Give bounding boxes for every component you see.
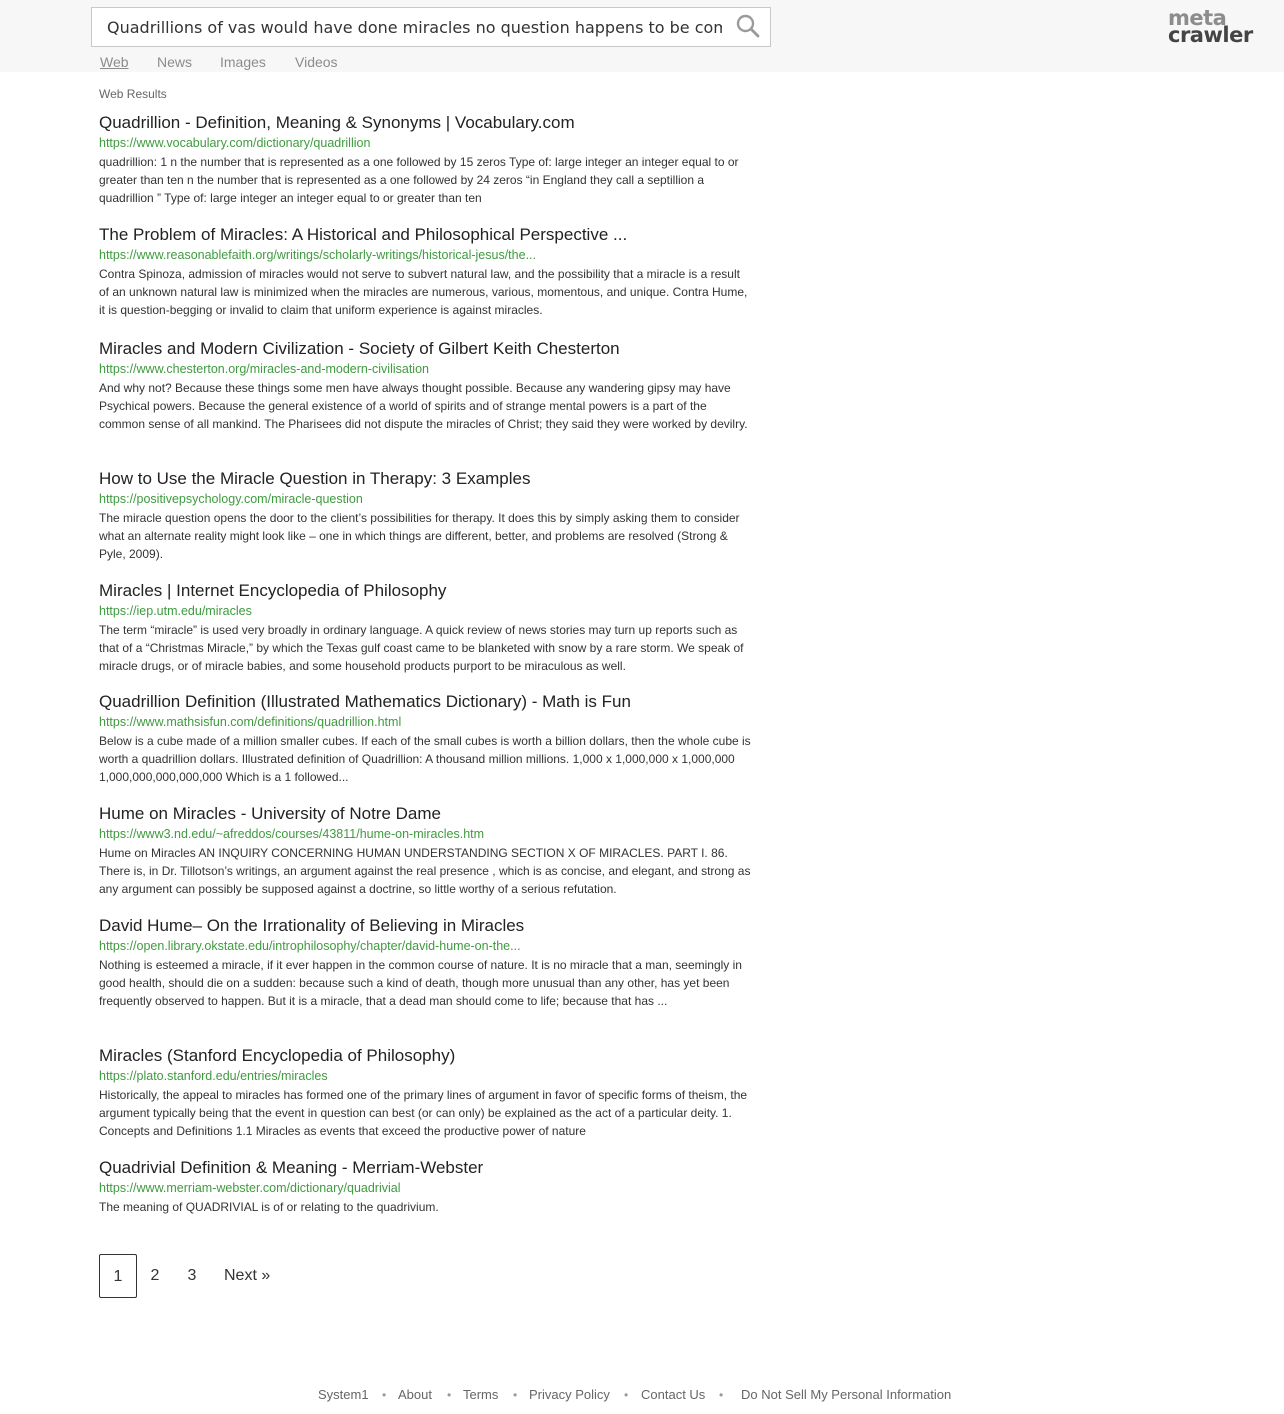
- result-snippet: Below is a cube made of a million smaller cubes. If each of the small cubes is worth a billion dollars, then the whole cube is worth a quadrillion dollars. Illustrated definition of Quadrillion: A thousand million millions. 1,000 x 1,000,000 x 1,000,000 1,000,000,000,000,000 Which is a 1 followed...: [99, 734, 751, 784]
- search-box: [91, 7, 771, 47]
- result-url-link[interactable]: https://www.chesterton.org/miracles-and-modern-civilisation: [99, 362, 429, 376]
- search-result: [99, 691, 754, 786]
- tab-web[interactable]: Web: [100, 54, 129, 70]
- result-snippet: And why not? Because these things some men have always thought possible. Because any wandering gipsy may have Psychical powers. Because the general existence of a world of spirits and of strange mental powers is a part of the common sense of all mankind. The Pharisees did not dispute the miracles of Christ; they said they were worked by devilry.: [99, 381, 748, 431]
- result-url-link[interactable]: https://www3.nd.edu/~afreddos/courses/43811/hume-on-miracles.htm: [99, 827, 485, 841]
- result-snippet: Hume on Miracles AN INQUIRY CONCERNING HUMAN UNDERSTANDING SECTION X OF MIRACLES. PART I. 86. There is, in Dr. Tillotson’s writings, an argument against the real presence , which is as concise, and elegant, and strong as any argument can possibly be supposed against a doctrine, so little worthy of a serious refutation.: [99, 846, 751, 896]
- result-snippet: The meaning of QUADRIVIAL is of or relating to the quadrivium.: [99, 1200, 439, 1214]
- result-snippet: The term “miracle” is used very broadly in ordinary language. A quick review of news stories may turn up reports such as that of a “Christmas Miracle,” by which the Texas gulf coast came to be blanketed with snow by a rare storm. We speak of miracle drugs, or of miracle babies, and some household products purport to be miraculous as well.: [99, 623, 744, 673]
- search-result: [99, 338, 754, 433]
- result-title-link[interactable]: Quadrillion Definition (Illustrated Mathematics Dictionary) - Math is Fun: [99, 692, 631, 711]
- search-result: [99, 1157, 754, 1216]
- footer-link-privacy-policy[interactable]: Privacy Policy: [529, 1387, 610, 1402]
- logo-line-1: meta: [1168, 6, 1227, 30]
- result-title-link[interactable]: Miracles | Internet Encyclopedia of Philosophy: [99, 581, 447, 600]
- footer-separator: •: [382, 1388, 387, 1402]
- result-title-link[interactable]: Hume on Miracles - University of Notre Dame: [99, 804, 441, 823]
- footer-link-system1[interactable]: System1: [318, 1387, 369, 1402]
- search-result: [99, 1045, 754, 1140]
- result-title-link[interactable]: How to Use the Miracle Question in Therapy: 3 Examples: [99, 469, 531, 488]
- footer: [0, 1386, 1284, 1404]
- result-url-link[interactable]: https://www.reasonablefaith.org/writings/scholarly-writings/historical-jesus/the...: [99, 248, 536, 262]
- search-icon: [735, 13, 761, 39]
- footer-separator: •: [719, 1388, 724, 1402]
- result-url-link[interactable]: https://www.mathsisfun.com/definitions/quadrillion.html: [99, 715, 402, 729]
- footer-separator: •: [624, 1388, 629, 1402]
- results-section-label: Web Results: [99, 87, 167, 101]
- metacrawler-logo[interactable]: [1168, 8, 1258, 48]
- search-result: [99, 803, 754, 898]
- result-title-link[interactable]: Quadrillion - Definition, Meaning & Synonyms | Vocabulary.com: [99, 113, 575, 132]
- result-snippet: quadrillion: 1 n the number that is represented as a one followed by 15 zeros Type of: large integer an integer equal to or greater than ten n the number that is represented as a one followed by 24 zeros “in England they call a septillion a quadrillion ” Type of: large integer an integer equal to or greater than ten: [99, 155, 739, 205]
- footer-separator: •: [447, 1388, 452, 1402]
- logo-line-2: crawler: [1168, 23, 1253, 47]
- result-title-link[interactable]: The Problem of Miracles: A Historical and Philosophical Perspective ...: [99, 225, 628, 244]
- next-page-link[interactable]: Next »: [224, 1267, 271, 1284]
- search-result: [99, 915, 754, 1010]
- footer-link-do-not-sell[interactable]: Do Not Sell My Personal Information: [741, 1387, 952, 1402]
- result-snippet: Nothing is esteemed a miracle, if it ever happen in the common course of nature. It is no miracle that a man, seemingly in good health, should die on a sudden: because such a kind of death, though more unusual than any other, has yet been frequently observed to happen. But it is a miracle, that a dead man should come to life; because that has ...: [99, 958, 742, 1008]
- result-snippet: Contra Spinoza, admission of miracles would not serve to subvert natural law, and the possibility that a miracle is a result of an unknown natural law is minimized when the miracles are numerous, various, momentous, and unique. Contra Hume, it is question-begging or invalid to claim that uniform experience is against miracles.: [99, 267, 748, 317]
- result-snippet: Historically, the appeal to miracles has formed one of the primary lines of argument in favor of specific forms of theism, the argument typically being that the event in question can best (or can only) be explained as the act of a particular deity. 1. Concepts and Definitions 1.1 Miracles as events that exceed the productive power of nature: [99, 1088, 748, 1138]
- result-title-link[interactable]: Quadrivial Definition & Meaning - Merriam-Webster: [99, 1158, 484, 1177]
- footer-separator: •: [513, 1388, 518, 1402]
- tab-videos[interactable]: Videos: [295, 54, 338, 70]
- search-input[interactable]: [92, 8, 722, 46]
- tab-news[interactable]: News: [157, 54, 193, 70]
- result-title-link[interactable]: Miracles and Modern Civilization - Society of Gilbert Keith Chesterton: [99, 339, 620, 358]
- tab-images[interactable]: Images: [220, 54, 266, 70]
- result-snippet: The miracle question opens the door to the client’s possibilities for therapy. It does this by simply asking them to consider what an alternate reality might look like – one in which things are different, better, and problems are resolved (Strong & Pyle, 2009).: [99, 511, 740, 561]
- page-3-link[interactable]: 3: [187, 1267, 197, 1284]
- footer-link-contact-us[interactable]: Contact Us: [641, 1387, 706, 1402]
- footer-link-terms[interactable]: Terms: [463, 1387, 499, 1402]
- search-button[interactable]: [732, 12, 764, 42]
- result-url-link[interactable]: https://positivepsychology.com/miracle-question: [99, 492, 363, 506]
- result-url-link[interactable]: https://www.vocabulary.com/dictionary/quadrillion: [99, 136, 371, 150]
- result-url-link[interactable]: https://www.merriam-webster.com/dictionary/quadrivial: [99, 1181, 401, 1195]
- result-url-link[interactable]: https://iep.utm.edu/miracles: [99, 604, 252, 618]
- page-1-current[interactable]: 1: [99, 1254, 137, 1298]
- page-2-link[interactable]: 2: [150, 1267, 160, 1284]
- footer-link-about[interactable]: About: [398, 1387, 432, 1402]
- result-url-link[interactable]: https://plato.stanford.edu/entries/miracles: [99, 1069, 328, 1083]
- search-result: [99, 224, 754, 319]
- header-bar: [0, 0, 1284, 72]
- search-result: [99, 112, 754, 207]
- result-title-link[interactable]: Miracles (Stanford Encyclopedia of Philosophy): [99, 1046, 456, 1065]
- search-result: [99, 580, 754, 675]
- search-result: [99, 468, 754, 563]
- result-title-link[interactable]: David Hume– On the Irrationality of Believing in Miracles: [99, 916, 525, 935]
- result-url-link[interactable]: https://open.library.okstate.edu/introphilosophy/chapter/david-hume-on-the...: [99, 939, 521, 953]
